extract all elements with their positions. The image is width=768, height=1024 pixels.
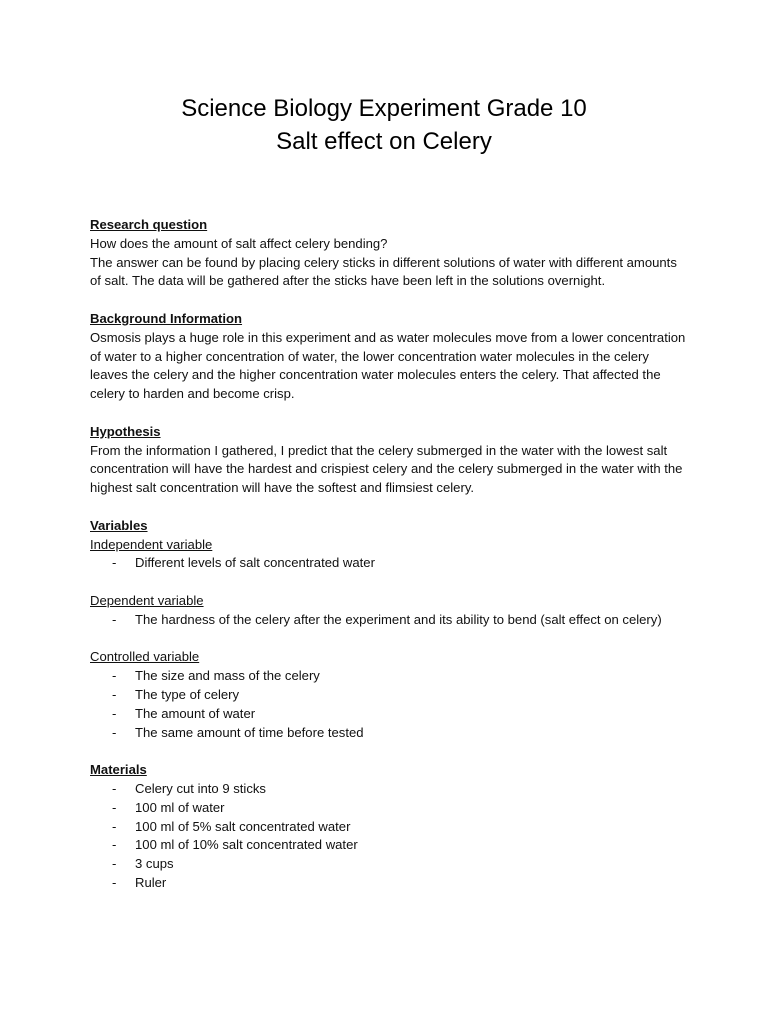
list-item bbox=[90, 724, 690, 743]
hypothesis-text: From the information I gathered, I predict that the celery submerged in the water with the lowest salt concentration will have the hardest and crispiest celery and the celery submerged in the water with the highest salt concentration will have the softest and flimsiest celery. bbox=[90, 442, 683, 496]
list-item bbox=[90, 686, 690, 705]
list-item-text: Ruler bbox=[135, 874, 167, 890]
list-item bbox=[90, 780, 690, 799]
dependent-variable-label: Dependent variable bbox=[90, 592, 204, 608]
title-line-1: Science Biology Experiment Grade 10 bbox=[181, 95, 587, 122]
spacer bbox=[90, 404, 690, 423]
dash-marker: - bbox=[112, 818, 117, 834]
list-item bbox=[90, 799, 690, 818]
list-item bbox=[90, 611, 690, 630]
spacer bbox=[90, 573, 690, 592]
dash-marker: - bbox=[112, 705, 117, 721]
materials-list bbox=[90, 780, 690, 893]
list-item-text: The amount of water bbox=[135, 705, 256, 721]
list-item-text: 100 ml of 10% salt concentrated water bbox=[135, 837, 358, 853]
dash-marker: - bbox=[112, 874, 117, 890]
dash-marker: - bbox=[112, 668, 117, 684]
dash-marker: - bbox=[112, 799, 117, 815]
list-item-text: The type of celery bbox=[135, 686, 240, 702]
spacer bbox=[90, 291, 690, 310]
dash-marker: - bbox=[112, 686, 117, 702]
materials-section bbox=[90, 761, 690, 893]
research-heading: Research question bbox=[90, 217, 208, 232]
controlled-variable-list bbox=[90, 667, 690, 742]
list-item bbox=[90, 818, 690, 837]
document-body bbox=[90, 216, 690, 893]
research-question-text: How does the amount of salt affect celery bending? bbox=[90, 235, 388, 251]
list-item-text: 100 ml of water bbox=[135, 799, 225, 815]
background-heading: Background Information bbox=[90, 310, 243, 326]
list-item bbox=[90, 874, 690, 893]
list-item-text: Different levels of salt concentrated water bbox=[135, 555, 375, 571]
hypothesis-section bbox=[90, 423, 690, 498]
dash-marker: - bbox=[112, 780, 117, 796]
title-line-2: Salt effect on Celery bbox=[276, 128, 492, 155]
list-item bbox=[90, 667, 690, 686]
hypothesis-heading: Hypothesis bbox=[90, 423, 161, 439]
materials-heading: Materials bbox=[90, 762, 147, 778]
list-item-text: 100 ml of 5% salt concentrated water bbox=[135, 818, 351, 834]
spacer bbox=[90, 742, 690, 761]
list-item bbox=[90, 554, 690, 573]
spacer bbox=[90, 498, 690, 517]
controlled-variable-label: Controlled variable bbox=[90, 649, 200, 665]
dash-marker: - bbox=[112, 837, 117, 853]
document-title bbox=[0, 92, 768, 158]
dash-marker: - bbox=[112, 555, 117, 571]
dash-marker: - bbox=[112, 611, 117, 627]
dash-marker: - bbox=[112, 856, 117, 872]
research-section bbox=[90, 216, 690, 291]
list-item-text: The same amount of time before tested bbox=[135, 724, 364, 740]
dash-marker: - bbox=[112, 724, 117, 740]
list-item-text: The size and mass of the celery bbox=[135, 668, 320, 684]
spacer bbox=[90, 630, 690, 649]
variables-section bbox=[90, 517, 690, 743]
independent-variable-list bbox=[90, 554, 690, 573]
list-item-text: 3 cups bbox=[135, 856, 174, 872]
list-item bbox=[90, 855, 690, 874]
list-item bbox=[90, 705, 690, 724]
list-item bbox=[90, 836, 690, 855]
dependent-variable-list bbox=[90, 611, 690, 630]
research-answer-text: The answer can be found by placing celery sticks in different solutions of water with different amounts of salt. The data will be gathered after the sticks have been left in the solutions overnight. bbox=[90, 254, 677, 289]
list-item-text: Celery cut into 9 sticks bbox=[135, 780, 266, 796]
background-section bbox=[90, 310, 690, 404]
variables-heading: Variables bbox=[90, 517, 148, 533]
list-item-text: The hardness of the celery after the experiment and its ability to bend (salt effect on celery) bbox=[135, 611, 662, 627]
independent-variable-label: Independent variable bbox=[90, 536, 213, 552]
background-text: Osmosis plays a huge role in this experiment and as water molecules move from a lower concentration of water to a higher concentration of water, the lower concentration water molecules in the celery leaves the celery and the higher concentration water molecules enters the celery. That affected the celery to harden and become crisp. bbox=[90, 329, 686, 402]
